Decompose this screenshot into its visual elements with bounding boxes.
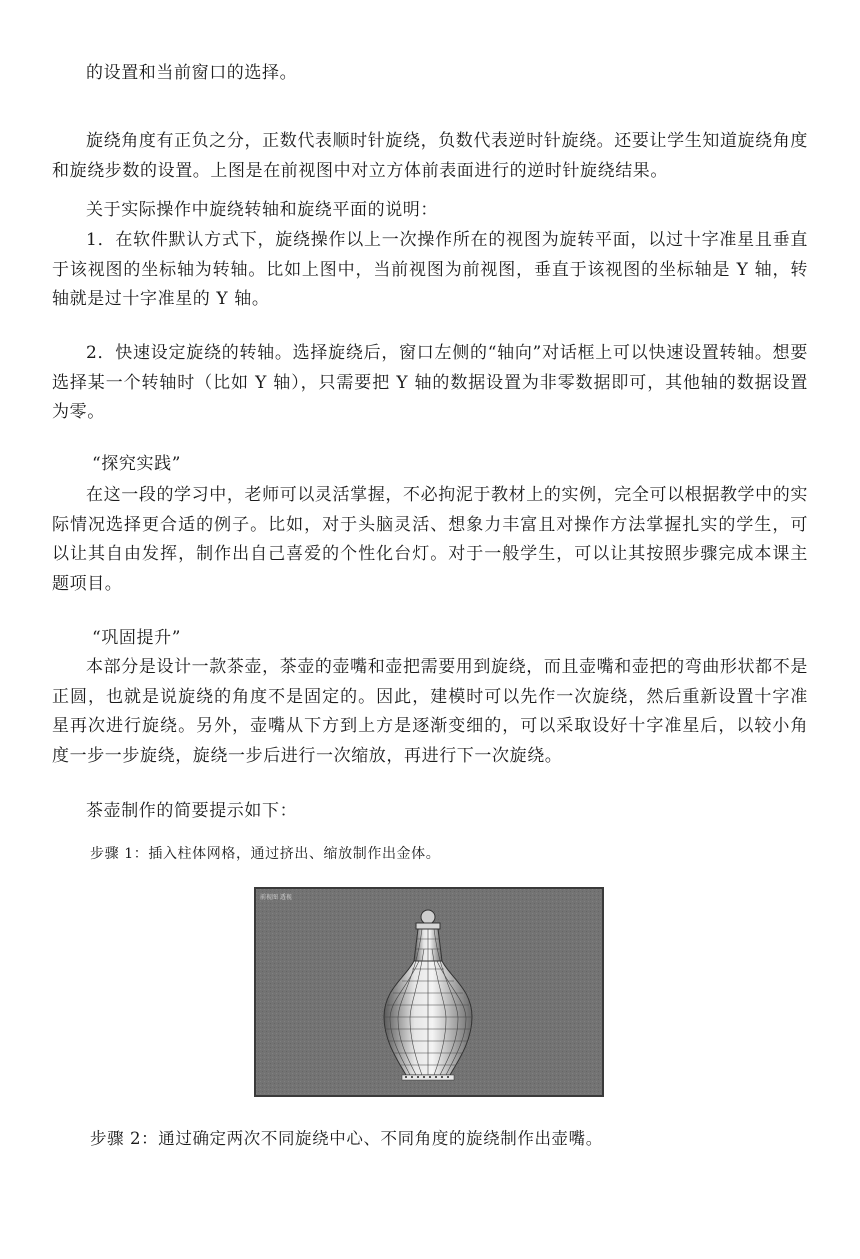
section-heading-consolidate: “巩固提升”: [92, 628, 181, 648]
paragraph-consolidate: 本部分是设计一款茶壶，茶壶的壶嘴和壶把需要用到旋绕，而且壶嘴和壶把的弯曲形状都不是正圆，也就是说旋绕的角度不是固定的。因此，建模时可以先作一次旋绕，然后重新设置十字准星再次进行旋绕。另外，壶嘴从下方到上方是逐渐变细的，可以采取设好十字准星后，以较小角度一步一步旋绕，旋绕一步后进行一次缩放，再进行下一次旋绕。: [52, 657, 808, 766]
vase-mesh-illustration: [256, 889, 602, 1095]
viewport-label: 前视图 透视: [260, 894, 292, 901]
paragraph-point-1: 1．在软件默认方式下，旋绕操作以上一次操作所在的视图为旋转平面，以过十字准星且垂直于该视图的坐标轴为转轴。比如上图中，当前视图为前视图，垂直于该视图的坐标轴是 Y 轴，转轴就是过十字准星的 Y 轴。: [52, 230, 808, 309]
paragraph-explore: 在这一段的学习中，老师可以灵活掌握，不必拘泥于教材上的实例，完全可以根据教学中的实际情况选择更合适的例子。比如，对于头脑灵活、想象力丰富且对操作方法掌握扎实的学生，可以让其自由发挥，制作出自己喜爱的个性化台灯。对于一般学生，可以让其按照步骤完成本课主题项目。: [52, 485, 808, 594]
paragraph-continuation: 的设置和当前窗口的选择。: [86, 63, 298, 83]
vase-model-screenshot: [254, 887, 604, 1097]
section-heading-explore: “探究实践”: [92, 454, 181, 474]
paragraph-axis-intro: 关于实际操作中旋绕转轴和旋绕平面的说明：: [86, 200, 438, 220]
paragraph-teapot-hints: 茶壶制作的简要提示如下：: [86, 801, 298, 821]
paragraph-point-2: 2．快速设定旋绕的转轴。选择旋绕后，窗口左侧的“轴向”对话框上可以快速设置转轴。想要选择某一个转轴时（比如 Y 轴），只需要把 Y 轴的数据设置为非零数据即可，其他轴的数据设置为零。: [52, 343, 808, 422]
step-2-text: 步骤 2：通过确定两次不同旋绕中心、不同角度的旋绕制作出壶嘴。: [90, 1129, 603, 1148]
paragraph-rotation-angle: 旋绕角度有正负之分，正数代表顺时针旋绕，负数代表逆时针旋绕。还要让学生知道旋绕角度和旋绕步数的设置。上图是在前视图中对立方体前表面进行的逆时针旋绕结果。: [52, 131, 808, 181]
step-1-text: 步骤 1：插入柱体网格，通过挤出、缩放制作出金体。: [90, 846, 441, 862]
